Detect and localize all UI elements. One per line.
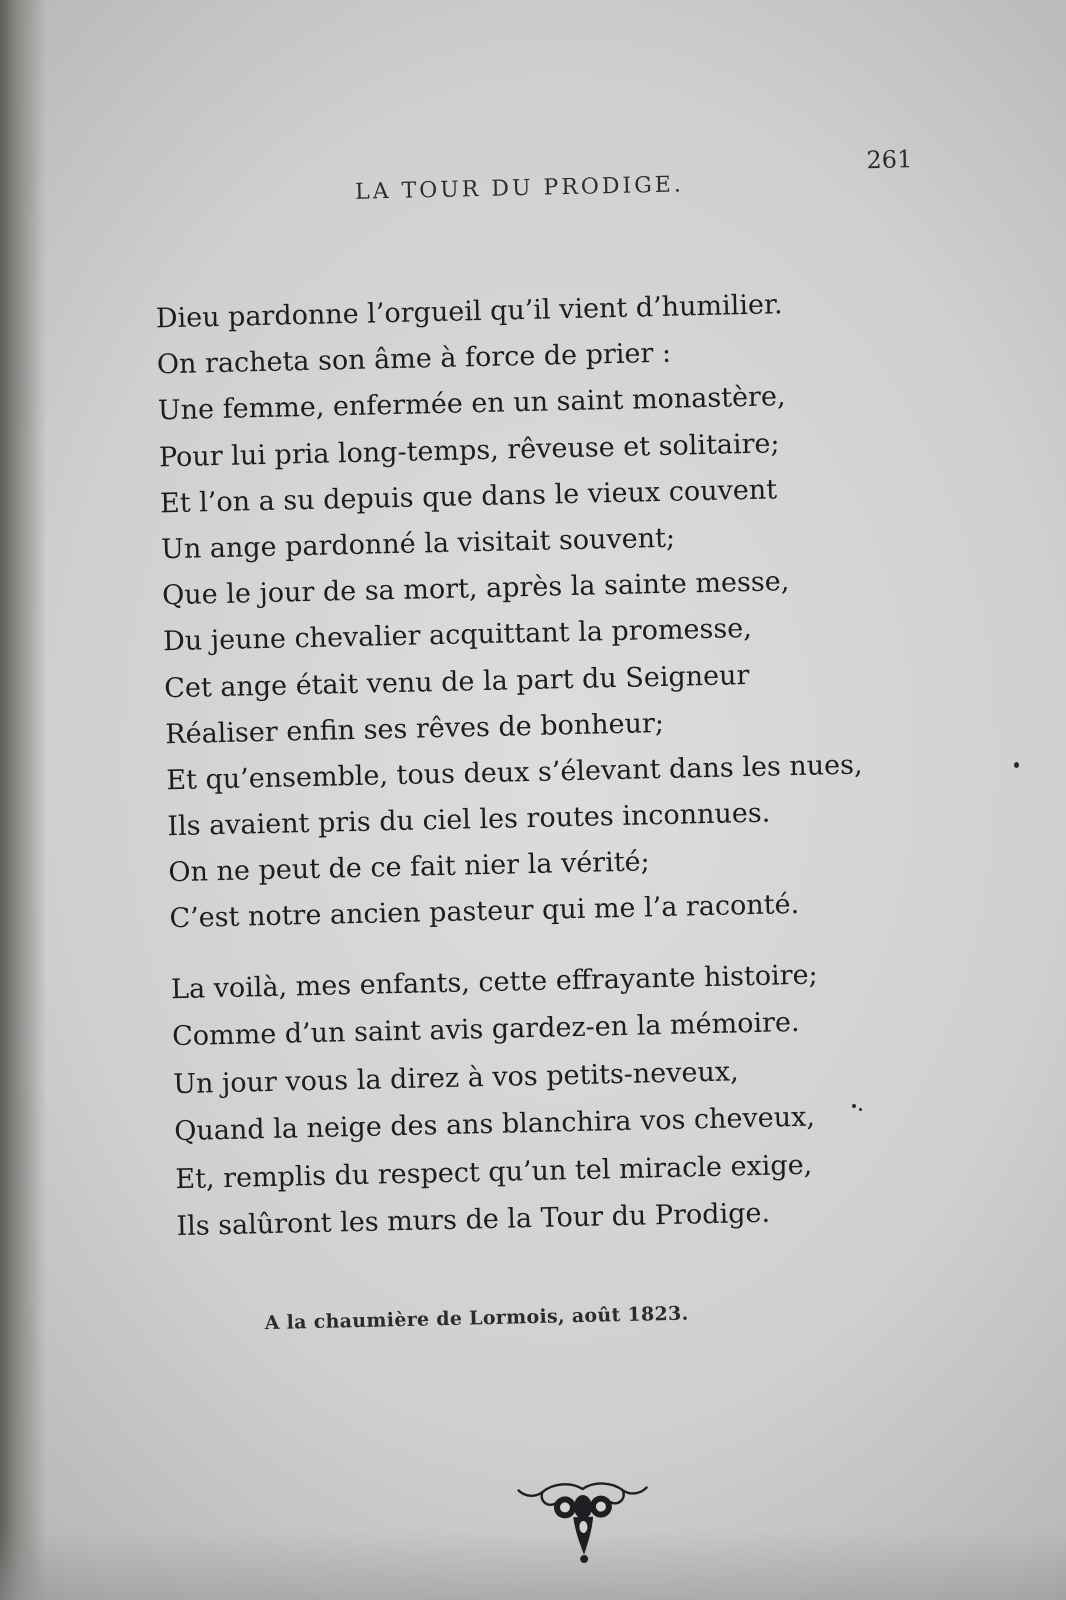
- verse-line: Une femme, enfermée en un saint monastère,: [157, 381, 786, 427]
- verse-line: Comme d’un saint avis gardez-en la mémoire.: [171, 1007, 800, 1053]
- verse-line: Quand la neige des ans blanchira vos cheveux,: [173, 1101, 816, 1148]
- verse-line: Dieu pardonne l’orgueil qu’il vient d’humilier.: [155, 289, 783, 335]
- verse-line: On ne peut de ce fait nier la vérité;: [168, 846, 651, 889]
- verse-line: Ils avaient pris du ciel les routes inconnues.: [167, 797, 771, 843]
- verse-line: Que le jour de sa mort, après la sainte messe,: [161, 566, 790, 612]
- page-number: 261: [866, 145, 913, 175]
- verse-line: Et, remplis du respect qu’un tel miracle exige,: [175, 1149, 813, 1195]
- running-title: LA TOUR DU PRODIGE.: [354, 172, 685, 205]
- ink-speck: [852, 1104, 856, 1108]
- verse-line: Du jeune chevalier acquittant la promesse,: [162, 613, 753, 658]
- ink-speck: [1014, 762, 1019, 768]
- verse-line: Un ange pardonné la visitait souvent;: [160, 522, 676, 566]
- stanza-2: [171, 952, 824, 1251]
- verse-line: Ils salûront les murs de la Tour du Prodige.: [176, 1197, 771, 1243]
- stanza-1: [155, 281, 866, 943]
- fleuron-ornament-icon: [512, 1475, 654, 1568]
- ink-speck: [859, 1108, 862, 1111]
- verse-line: On racheta son âme à force de prier :: [156, 337, 672, 381]
- verse-line: Cet ange était venu de la part du Seigneur: [163, 659, 750, 704]
- verse-line: Un jour vous la direz à vos petits-neveux,: [172, 1056, 739, 1100]
- verse-line: Et l’on a su depuis que dans le vieux couvent: [159, 474, 778, 520]
- verse-line: La voilà, mes enfants, cette effrayante histoire;: [170, 959, 818, 1006]
- verse-line: Et qu’ensemble, tous deux s’élevant dans les nues,: [166, 749, 863, 797]
- verse-line: Réaliser enfin ses rêves de bonheur;: [164, 707, 665, 750]
- verse-line: C’est notre ancien pasteur qui me l’a raconté.: [169, 889, 800, 935]
- dateline-signature: A la chaumière de Lormois, août 1823.: [264, 1302, 689, 1335]
- verse-line: Pour lui pria long-temps, rêveuse et solitaire;: [158, 427, 780, 473]
